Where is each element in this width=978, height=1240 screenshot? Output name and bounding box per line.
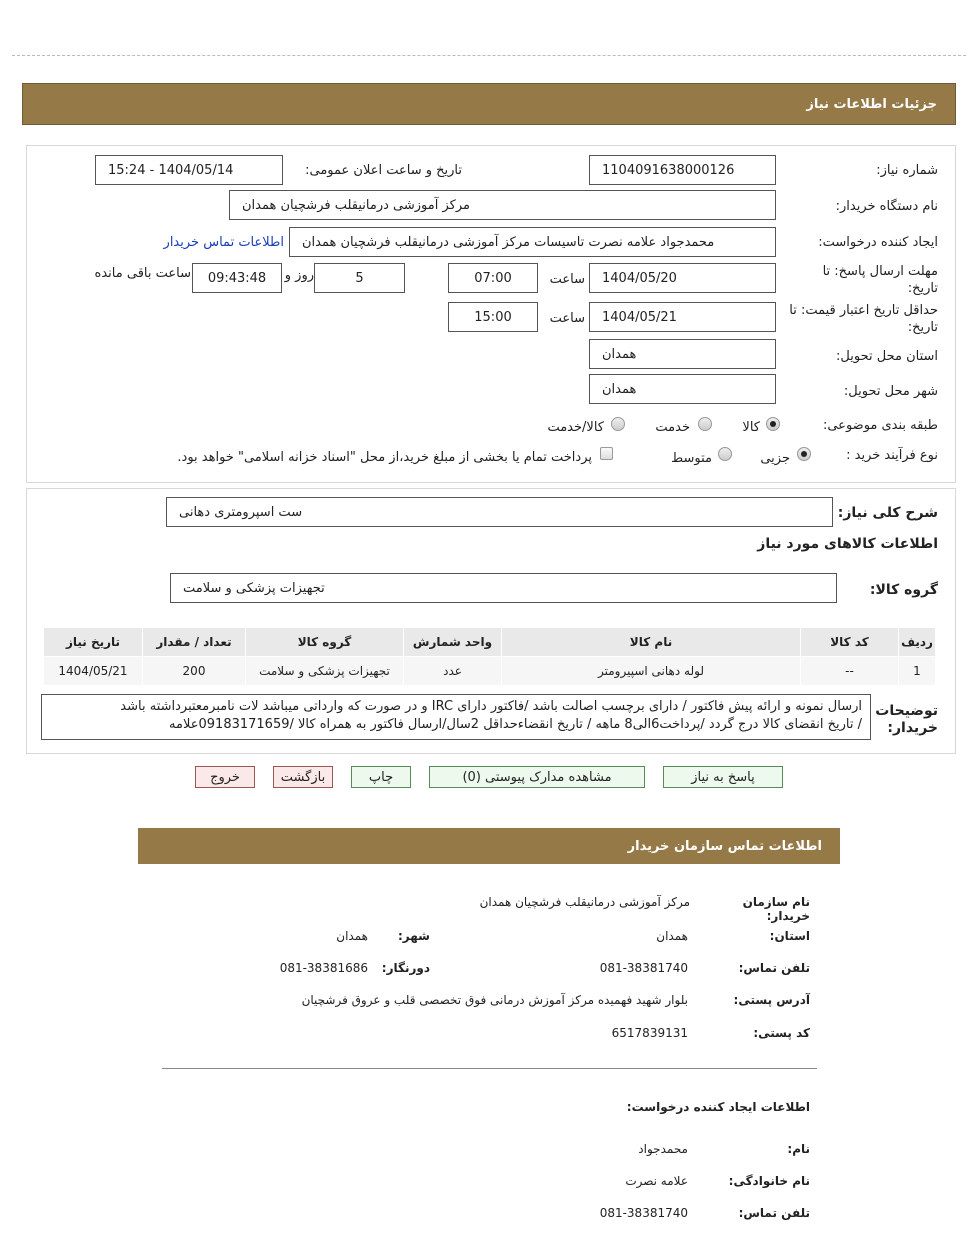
- creator-info-title: اطلاعات ایجاد کننده درخواست:: [626, 1100, 810, 1114]
- section-divider: [162, 1068, 817, 1069]
- contact-fax-label: دورنگار:: [381, 961, 430, 975]
- category-both-radio[interactable]: [611, 417, 625, 431]
- goods-table: [43, 627, 936, 686]
- col-name: نام کالا: [502, 628, 801, 657]
- contact-phone-label: تلفن تماس:: [738, 961, 810, 975]
- deadline-date-field: 1404/05/20: [589, 263, 776, 293]
- category-service-label: خدمت: [655, 420, 690, 435]
- print-button[interactable]: چاپ: [351, 766, 411, 788]
- announce-label: تاریخ و ساعت اعلان عمومی:: [305, 163, 462, 178]
- validity-label: حداقل تاریخ اعتبار قیمت: تا تاریخ:: [789, 303, 938, 335]
- creator-phone-label: تلفن تماس:: [738, 1206, 810, 1220]
- remaining-field: 09:43:48: [192, 263, 282, 293]
- table-row: [44, 657, 936, 686]
- validity-date-field: 1404/05/21: [589, 302, 776, 332]
- postal-label: کد پستی:: [753, 1026, 810, 1040]
- cell-name: لوله دهانی اسپیرومتر: [502, 657, 801, 686]
- contact-province-label: استان:: [769, 929, 810, 943]
- contact-title: اطلاعات تماس سازمان خریدار: [627, 838, 822, 854]
- goods-table-header: [44, 628, 936, 657]
- summary-label: شرح کلی نیاز:: [837, 505, 938, 521]
- goods-title: اطلاعات کالاهای مورد نیاز: [757, 536, 938, 552]
- page-title: جزئیات اطلاعات نیاز: [806, 96, 937, 112]
- province-label: استان محل تحویل:: [836, 349, 938, 364]
- cell-group: تجهیزات پزشکی و سلامت: [246, 657, 404, 686]
- creator-phone-value: 081-38381740: [599, 1206, 688, 1220]
- category-label: طبقه بندی موضوعی:: [822, 418, 938, 433]
- reply-button[interactable]: پاسخ به نیاز: [663, 766, 783, 788]
- col-code: کد کالا: [801, 628, 899, 657]
- buyer-field: مرکز آموزشی درمانیقلب فرشچیان همدان: [229, 190, 776, 220]
- days-label: روز و: [284, 268, 314, 283]
- creator-name-label: نام:: [787, 1142, 810, 1156]
- deadline-time-label: ساعت: [549, 272, 585, 287]
- page-header: [22, 83, 956, 125]
- summary-field: ست اسپرومتری دهانی: [166, 497, 833, 527]
- announce-field: 1404/05/14 - 15:24: [95, 155, 283, 185]
- creator-family-value: علامه نصرت: [625, 1174, 688, 1188]
- category-goods-radio[interactable]: [766, 417, 780, 431]
- process-label: نوع فرآیند خرید :: [846, 448, 938, 463]
- treasury-payment-checkbox[interactable]: [600, 447, 613, 460]
- cell-code: --: [801, 657, 899, 686]
- top-divider: [12, 55, 966, 56]
- category-both-label: کالا/خدمت: [547, 420, 604, 435]
- city-label: شهر محل تحویل:: [843, 384, 938, 399]
- need-number-field: 1104091638000126: [589, 155, 776, 185]
- process-minor-label: جزیی: [760, 451, 790, 466]
- notes-line-2: / تاریخ انقضای کالا درج گردد /پرداخت6الی8 ماهه / تاریخ انقضاءحداقل 2سال/ارسال فاکتور به همراه کالا /09183171659علامه: [169, 717, 862, 732]
- contact-phone-value: 081-38381740: [599, 961, 688, 975]
- cell-unit: عدد: [404, 657, 502, 686]
- org-label: نام سازمان خریدار:: [742, 895, 810, 923]
- cell-qty: 200: [143, 657, 246, 686]
- goods-table-wrap: [43, 627, 936, 686]
- col-unit: واحد شمارش: [404, 628, 502, 657]
- contact-city-value: همدان: [336, 929, 368, 943]
- address-label: آدرس پستی:: [733, 993, 810, 1007]
- postal-value: 6517839131: [611, 1026, 688, 1040]
- province-field: همدان: [589, 339, 776, 369]
- contact-province-value: همدان: [656, 929, 688, 943]
- exit-button[interactable]: خروج: [195, 766, 255, 788]
- category-goods-label: کالا: [742, 420, 760, 435]
- back-button[interactable]: بازگشت: [273, 766, 333, 788]
- contact-city-label: شهر:: [398, 929, 430, 943]
- cell-row: 1: [899, 657, 936, 686]
- col-row: ردیف: [899, 628, 936, 657]
- validity-time-field: 15:00: [448, 302, 538, 332]
- buyer-contact-link[interactable]: اطلاعات تماس خریدار: [163, 235, 284, 250]
- creator-field: محمدجواد علامه نصرت تاسیسات مرکز آموزشی درمانیقلب فرشچیان همدان: [289, 227, 776, 257]
- goods-group-field: تجهیزات پزشکی و سلامت: [170, 573, 837, 603]
- contact-fax-value: 081-38381686: [279, 961, 368, 975]
- creator-name-value: محمدجواد: [638, 1142, 688, 1156]
- creator-label: ایجاد کننده درخواست:: [818, 235, 938, 250]
- notes-line-1: ارسال نمونه و ارائه پیش فاکتور / دارای برچسب اصالت باشد /فاکتور دارای IRC و در صورت که وارداتی میباشد لات نامبرمعتبرداشته باشد: [120, 699, 862, 714]
- col-date: تاریخ نیاز: [44, 628, 143, 657]
- need-number-label: شماره نیاز:: [876, 163, 938, 178]
- creator-family-label: نام خانوادگی:: [728, 1174, 810, 1188]
- goods-group-label: گروه کالا:: [869, 582, 938, 598]
- deadline-label: مهلت ارسال پاسخ: تا تاریخ:: [822, 264, 938, 296]
- cell-date: 1404/05/21: [44, 657, 143, 686]
- notes-field: [41, 694, 871, 740]
- remaining-label: ساعت باقی مانده: [94, 266, 191, 281]
- col-group: گروه کالا: [246, 628, 404, 657]
- process-medium-radio[interactable]: [718, 447, 732, 461]
- city-field: همدان: [589, 374, 776, 404]
- process-medium-label: متوسط: [671, 451, 712, 466]
- deadline-time-field: 07:00: [448, 263, 538, 293]
- notes-label: توضیحات خریدار:: [875, 703, 938, 736]
- contact-header: [138, 828, 840, 864]
- address-value: بلوار شهید فهمیده مرکز آموزش درمانی فوق تخصصی قلب و عروق فرشچیان: [301, 993, 688, 1007]
- days-field: 5: [314, 263, 405, 293]
- col-qty: تعداد / مقدار: [143, 628, 246, 657]
- attachments-button[interactable]: مشاهده مدارک پیوستی (0): [429, 766, 645, 788]
- validity-time-label: ساعت: [549, 311, 585, 326]
- category-service-radio[interactable]: [698, 417, 712, 431]
- buyer-label: نام دستگاه خریدار:: [835, 199, 938, 214]
- treasury-payment-label: پرداخت تمام یا بخشی از مبلغ خرید،از محل "اسناد خزانه اسلامی" خواهد بود.: [177, 450, 592, 465]
- process-minor-radio[interactable]: [797, 447, 811, 461]
- org-value: مرکز آموزشی درمانیقلب فرشچیان همدان: [479, 895, 690, 909]
